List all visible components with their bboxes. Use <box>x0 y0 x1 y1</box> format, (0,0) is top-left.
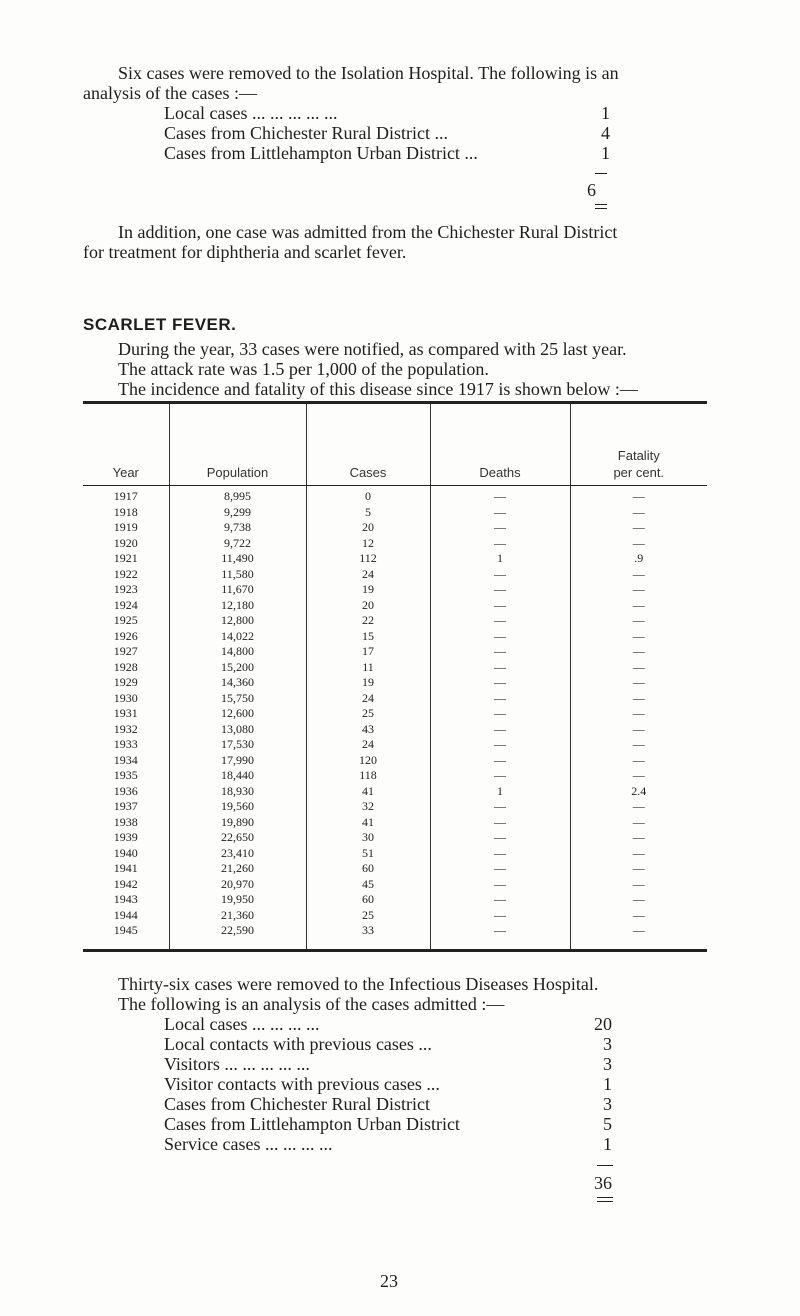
cell-cases: 33 <box>306 923 430 950</box>
table-row <box>83 784 707 800</box>
cell-population: 9,299 <box>169 505 306 521</box>
cell-fatality: — <box>570 877 707 893</box>
cell-year: 1921 <box>113 551 138 565</box>
intro-analysis-list <box>164 103 614 163</box>
table-row <box>83 768 707 784</box>
table-row <box>83 582 707 598</box>
cell-deaths: — <box>430 675 570 691</box>
intro-paragraph-cont <box>83 83 257 103</box>
cell-year: 1931 <box>113 706 138 720</box>
cell-deaths: 1 <box>430 784 570 800</box>
cell-year: 1943 <box>113 892 138 906</box>
header-cases: Cases <box>306 403 430 486</box>
cell-population: 19,560 <box>169 799 306 815</box>
list-item <box>164 1114 624 1134</box>
cell-year: 1923 <box>113 582 138 596</box>
cell-deaths: — <box>430 567 570 583</box>
cell-deaths: — <box>430 644 570 660</box>
cell-fatality: 2.4 <box>570 784 707 800</box>
table-row <box>83 536 707 552</box>
cell-cases: 11 <box>306 660 430 676</box>
table-header-row <box>83 403 707 486</box>
cell-deaths: — <box>430 737 570 753</box>
page-number: 23 <box>380 1271 398 1291</box>
cell-deaths: — <box>430 536 570 552</box>
cell-deaths: — <box>430 520 570 536</box>
list-item-value: 3 <box>603 1034 612 1054</box>
cell-fatality: — <box>570 737 707 753</box>
cell-fatality: — <box>570 613 707 629</box>
cell-year: 1928 <box>113 659 138 674</box>
cell-year: 1938 <box>113 814 138 829</box>
table-row <box>83 660 707 676</box>
cell-deaths: — <box>430 753 570 769</box>
cell-deaths: — <box>430 629 570 645</box>
cell-population: 15,200 <box>169 660 306 676</box>
table-row <box>83 598 707 614</box>
cell-deaths: — <box>430 505 570 521</box>
list-item-label: Cases from Littlehampton Urban District ... <box>164 143 478 163</box>
list-item <box>164 1074 624 1094</box>
table-row <box>83 486 707 505</box>
table-row <box>83 892 707 908</box>
cell-fatality: — <box>570 768 707 784</box>
header-fatality-line-2: per cent. <box>613 465 665 480</box>
sum-rule <box>595 173 607 174</box>
cell-population: 8,995 <box>169 486 306 505</box>
cell-cases: 20 <box>306 598 430 614</box>
cell-year: 1940 <box>113 845 138 860</box>
cell-year: 1933 <box>113 737 138 751</box>
table-row <box>83 551 707 567</box>
list-item-value: 1 <box>603 1074 612 1094</box>
cell-population: 22,590 <box>169 923 306 950</box>
cell-year: 1927 <box>113 644 138 658</box>
cell-fatality: — <box>570 923 707 950</box>
section-line-2: The attack rate was 1.5 per 1,000 of the population. <box>118 359 489 379</box>
cell-cases: 51 <box>306 846 430 862</box>
removal-analysis-list <box>164 1014 624 1154</box>
removal-total: 36 <box>594 1173 612 1193</box>
cell-population: 14,800 <box>169 644 306 660</box>
cell-cases: 60 <box>306 861 430 877</box>
list-item-label: Cases from Chichester Rural District <box>164 1094 430 1114</box>
cell-year: 1937 <box>113 799 138 813</box>
table-row <box>83 877 707 893</box>
list-item-value: 1 <box>603 1134 612 1154</box>
cell-fatality: — <box>570 861 707 877</box>
cell-year: 1925 <box>113 613 138 627</box>
cell-fatality: — <box>570 830 707 846</box>
cell-cases: 25 <box>306 706 430 722</box>
cell-fatality: — <box>570 567 707 583</box>
addition-line-1: In addition, one case was admitted from the Chichester Rural District <box>118 222 618 242</box>
cell-deaths: — <box>430 877 570 893</box>
cell-cases: 12 <box>306 536 430 552</box>
cell-population: 21,260 <box>169 861 306 877</box>
cell-year: 1930 <box>113 690 138 705</box>
list-item <box>164 123 614 143</box>
cell-population: 17,530 <box>169 737 306 753</box>
intro-line-2: analysis of the cases :— <box>83 83 257 103</box>
header-deaths: Deaths <box>430 403 570 486</box>
table-row <box>83 520 707 536</box>
incidence-table <box>83 401 707 952</box>
cell-year: 1932 <box>113 721 138 736</box>
table-row <box>83 613 707 629</box>
cell-year: 1939 <box>113 830 138 844</box>
cell-population: 11,670 <box>169 582 306 598</box>
cell-fatality: — <box>570 644 707 660</box>
list-item-label: Local cases ... ... ... ... ... <box>164 103 338 123</box>
cell-deaths: — <box>430 486 570 505</box>
cell-year: 1926 <box>113 628 138 643</box>
cell-year: 1945 <box>113 923 138 937</box>
cell-year: 1920 <box>113 535 138 550</box>
list-item-value: 3 <box>603 1094 612 1114</box>
cell-deaths: — <box>430 660 570 676</box>
cell-fatality: — <box>570 815 707 831</box>
cell-population: 14,360 <box>169 675 306 691</box>
addition-line-2: for treatment for diphtheria and scarlet fever. <box>83 242 407 262</box>
cell-cases: 22 <box>306 613 430 629</box>
cell-population: 18,440 <box>169 768 306 784</box>
list-item-label: Visitor contacts with previous cases ... <box>164 1074 440 1094</box>
list-item-label: Cases from Littlehampton Urban District <box>164 1114 460 1134</box>
table-row <box>83 753 707 769</box>
cell-population: 13,080 <box>169 722 306 738</box>
table-row <box>83 830 707 846</box>
cell-deaths: — <box>430 815 570 831</box>
cell-cases: 118 <box>306 768 430 784</box>
total-double-rule <box>595 204 607 209</box>
cell-fatality: — <box>570 892 707 908</box>
cell-year: 1919 <box>113 520 138 534</box>
cell-cases: 19 <box>306 675 430 691</box>
cell-cases: 20 <box>306 520 430 536</box>
section-heading: SCARLET FEVER. <box>83 315 237 334</box>
cell-cases: 41 <box>306 784 430 800</box>
table-row <box>83 923 707 950</box>
cell-year: 1936 <box>113 783 138 798</box>
cell-population: 14,022 <box>169 629 306 645</box>
cell-fatality: — <box>570 706 707 722</box>
cell-year: 1944 <box>113 907 138 922</box>
cell-cases: 17 <box>306 644 430 660</box>
table-row <box>83 691 707 707</box>
cell-fatality: — <box>570 691 707 707</box>
table-row <box>83 861 707 877</box>
cell-deaths: — <box>430 892 570 908</box>
cell-fatality: — <box>570 675 707 691</box>
addition-paragraph-cont <box>83 242 406 262</box>
cell-fatality: — <box>570 582 707 598</box>
cell-deaths: — <box>430 908 570 924</box>
cell-population: 11,580 <box>169 567 306 583</box>
header-population: Population <box>169 403 306 486</box>
removal-line-1: Thirty-six cases were removed to the Infectious Diseases Hospital. <box>118 974 599 994</box>
cell-deaths: — <box>430 722 570 738</box>
cell-fatality: — <box>570 799 707 815</box>
intro-line-1: Six cases were removed to the Isolation Hospital. The following is an <box>118 63 619 83</box>
cell-year: 1929 <box>113 675 138 689</box>
cell-fatality: — <box>570 753 707 769</box>
cell-population: 18,930 <box>169 784 306 800</box>
list-item <box>164 1034 624 1054</box>
list-item <box>164 143 614 163</box>
cell-population: 9,722 <box>169 536 306 552</box>
cell-cases: 5 <box>306 505 430 521</box>
cell-population: 11,490 <box>169 551 306 567</box>
cell-population: 23,410 <box>169 846 306 862</box>
list-item-value: 1 <box>601 143 610 163</box>
cell-cases: 24 <box>306 567 430 583</box>
table-row <box>83 737 707 753</box>
list-item-label: Local contacts with previous cases ... <box>164 1034 432 1054</box>
cell-cases: 25 <box>306 908 430 924</box>
list-item <box>164 1134 624 1154</box>
cell-population: 12,600 <box>169 706 306 722</box>
table-row <box>83 846 707 862</box>
cell-population: 20,970 <box>169 877 306 893</box>
cell-population: 12,180 <box>169 598 306 614</box>
list-item-label: Service cases ... ... ... ... <box>164 1134 333 1154</box>
cell-cases: 41 <box>306 815 430 831</box>
cell-cases: 15 <box>306 629 430 645</box>
cell-cases: 24 <box>306 691 430 707</box>
cell-fatality: — <box>570 505 707 521</box>
table-row <box>83 799 707 815</box>
cell-deaths: — <box>430 613 570 629</box>
list-item <box>164 1094 624 1114</box>
table-row <box>83 908 707 924</box>
cell-deaths: — <box>430 799 570 815</box>
cell-year: 1918 <box>113 504 138 519</box>
list-item-value: 4 <box>601 123 610 143</box>
intro-total: 6 <box>587 180 596 200</box>
cell-cases: 60 <box>306 892 430 908</box>
list-item-label: Cases from Chichester Rural District ... <box>164 123 448 143</box>
cell-cases: 43 <box>306 722 430 738</box>
list-item-value: 20 <box>594 1014 612 1034</box>
list-item <box>164 103 614 123</box>
cell-population: 12,800 <box>169 613 306 629</box>
table-row <box>83 675 707 691</box>
cell-fatality: — <box>570 520 707 536</box>
cell-fatality: — <box>570 846 707 862</box>
header-year: Year <box>83 403 169 486</box>
cell-deaths: — <box>430 861 570 877</box>
cell-fatality: — <box>570 536 707 552</box>
cell-deaths: 1 <box>430 551 570 567</box>
cell-deaths: — <box>430 691 570 707</box>
cell-fatality: — <box>570 486 707 505</box>
intro-paragraph <box>118 63 619 83</box>
cell-year: 1934 <box>113 752 138 767</box>
table-row <box>83 644 707 660</box>
cell-deaths: — <box>430 582 570 598</box>
cell-fatality: — <box>570 598 707 614</box>
cell-year: 1942 <box>113 876 138 891</box>
cell-year: 1941 <box>113 861 138 875</box>
cell-fatality: — <box>570 660 707 676</box>
cell-deaths: — <box>430 846 570 862</box>
cell-deaths: — <box>430 768 570 784</box>
list-item-value: 1 <box>601 103 610 123</box>
cell-year: 1924 <box>113 597 138 612</box>
table-row <box>83 567 707 583</box>
table-row <box>83 722 707 738</box>
addition-paragraph <box>118 222 617 242</box>
cell-population: 15,750 <box>169 691 306 707</box>
cell-cases: 30 <box>306 830 430 846</box>
cell-population: 19,890 <box>169 815 306 831</box>
cell-population: 9,738 <box>169 520 306 536</box>
list-item-label: Local cases ... ... ... ... <box>164 1014 320 1034</box>
list-item <box>164 1054 624 1074</box>
cell-fatality: — <box>570 722 707 738</box>
removal-line-2: The following is an analysis of the cases admitted :— <box>118 994 505 1014</box>
cell-cases: 24 <box>306 737 430 753</box>
cell-deaths: — <box>430 598 570 614</box>
sum-rule <box>597 1165 613 1166</box>
cell-year: 1935 <box>113 768 138 782</box>
cell-deaths: — <box>430 923 570 950</box>
cell-cases: 19 <box>306 582 430 598</box>
table-row <box>83 629 707 645</box>
section-paragraph <box>118 339 638 399</box>
list-item-value: 5 <box>603 1114 612 1134</box>
cell-fatality: — <box>570 908 707 924</box>
list-item-label: Visitors ... ... ... ... ... <box>164 1054 310 1074</box>
cell-fatality: .9 <box>570 551 707 567</box>
cell-population: 21,360 <box>169 908 306 924</box>
cell-population: 17,990 <box>169 753 306 769</box>
total-double-rule <box>597 1197 613 1202</box>
table-row <box>83 505 707 521</box>
list-item-value: 3 <box>603 1054 612 1074</box>
section-line-1: During the year, 33 cases were notified, as compared with 25 last year. <box>118 339 627 359</box>
cell-population: 22,650 <box>169 830 306 846</box>
cell-fatality: — <box>570 629 707 645</box>
cell-population: 19,950 <box>169 892 306 908</box>
removal-paragraph <box>118 974 598 1014</box>
table-row <box>83 706 707 722</box>
cell-deaths: — <box>430 830 570 846</box>
header-fatality <box>570 403 707 486</box>
cell-year: 1917 <box>113 489 138 503</box>
list-item <box>164 1014 624 1034</box>
cell-cases: 32 <box>306 799 430 815</box>
cell-cases: 112 <box>306 551 430 567</box>
cell-cases: 45 <box>306 877 430 893</box>
cell-year: 1922 <box>113 566 138 581</box>
header-fatality-line-1: Fatality <box>617 448 660 463</box>
cell-cases: 120 <box>306 753 430 769</box>
section-line-3: The incidence and fatality of this disease since 1917 is shown below :— <box>118 379 638 399</box>
table-row <box>83 815 707 831</box>
cell-deaths: — <box>430 706 570 722</box>
cell-cases: 0 <box>306 486 430 505</box>
